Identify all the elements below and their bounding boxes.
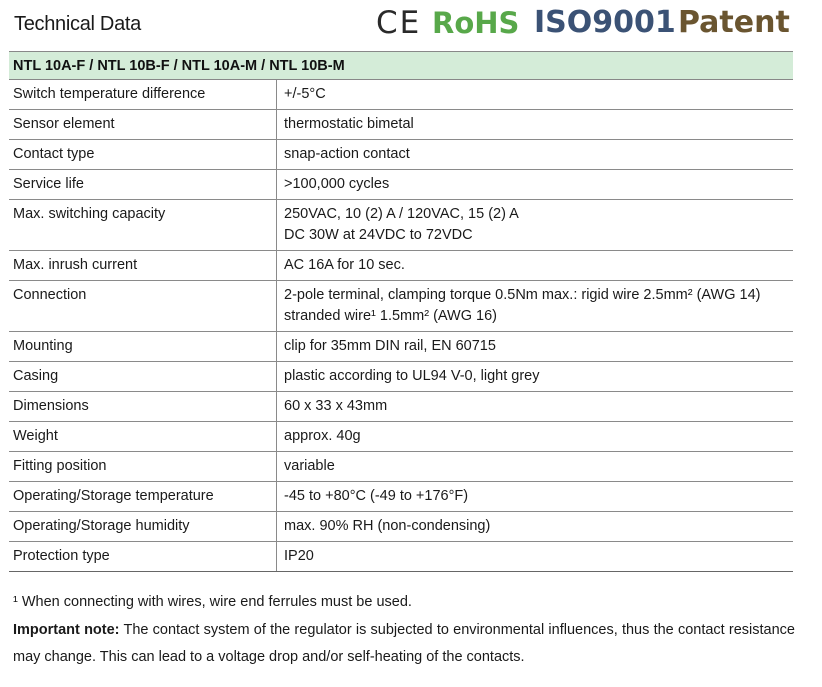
rohs-logo: RoHS — [432, 6, 520, 40]
row-label: Dimensions — [9, 392, 277, 422]
technical-data-table — [9, 51, 793, 572]
row-value: AC 16A for 10 sec. — [277, 251, 794, 281]
table-row — [9, 80, 793, 110]
table-row — [9, 140, 793, 170]
important-note-label: Important note: — [13, 622, 120, 638]
row-value: snap-action contact — [277, 140, 794, 170]
row-value: IP20 — [277, 542, 794, 572]
row-value: thermostatic bimetal — [277, 110, 794, 140]
row-value-line2: DC 30W at 24VDC to 72VDC — [284, 227, 473, 243]
row-value: approx. 40g — [277, 422, 794, 452]
table-row — [9, 170, 793, 200]
table-row — [9, 392, 793, 422]
row-value — [277, 200, 794, 251]
row-value-line1: 2-pole terminal, clamping torque 0.5Nm max.: rigid wire 2.5mm² (AWG 14) — [284, 287, 761, 303]
row-value-line2: stranded wire¹ 1.5mm² (AWG 16) — [284, 308, 497, 324]
row-label: Operating/Storage humidity — [9, 512, 277, 542]
table-row — [9, 362, 793, 392]
table-row — [9, 422, 793, 452]
table-row — [9, 251, 793, 281]
row-value-line1: 250VAC, 10 (2) A / 120VAC, 15 (2) A — [284, 206, 519, 222]
row-value: >100,000 cycles — [277, 170, 794, 200]
table-row — [9, 200, 793, 251]
row-value: clip for 35mm DIN rail, EN 60715 — [277, 332, 794, 362]
table-row — [9, 110, 793, 140]
row-label: Max. switching capacity — [9, 200, 277, 251]
row-label: Mounting — [9, 332, 277, 362]
table-row — [9, 482, 793, 512]
row-value — [277, 281, 794, 332]
patent-label: Patent — [678, 5, 790, 40]
row-label: Max. inrush current — [9, 251, 277, 281]
row-label: Operating/Storage temperature — [9, 482, 277, 512]
row-value: variable — [277, 452, 794, 482]
row-label: Protection type — [9, 542, 277, 572]
row-label: Casing — [9, 362, 277, 392]
iso9001-logo: ISO9001 — [534, 5, 676, 40]
row-value: plastic according to UL94 V-0, light grey — [277, 362, 794, 392]
row-label: Sensor element — [9, 110, 277, 140]
footnote: ¹ When connecting with wires, wire end ferrules must be used. — [13, 594, 412, 610]
ce-mark-logo: CE — [376, 5, 422, 41]
row-label: Switch temperature difference — [9, 80, 277, 110]
page-title: Technical Data — [14, 13, 141, 35]
important-note-text: The contact system of the regulator is subjected to environmental influences, thus the contact resistance may change. This can lead to a voltage drop and/or self-heating of the contacts. — [13, 622, 795, 665]
important-note — [13, 617, 795, 671]
model-header-row: NTL 10A-F / NTL 10B-F / NTL 10A-M / NTL 10B-M — [9, 51, 793, 80]
table-row — [9, 512, 793, 542]
table-row — [9, 542, 793, 572]
row-label: Service life — [9, 170, 277, 200]
row-value: 60 x 33 x 43mm — [277, 392, 794, 422]
table-row — [9, 332, 793, 362]
row-label: Connection — [9, 281, 277, 332]
table-row — [9, 281, 793, 332]
row-value: +/-5°C — [277, 80, 794, 110]
row-label: Weight — [9, 422, 277, 452]
row-label: Contact type — [9, 140, 277, 170]
row-label: Fitting position — [9, 452, 277, 482]
row-value: -45 to +80°C (-49 to +176°F) — [277, 482, 794, 512]
page-header — [0, 0, 822, 50]
table-row — [9, 452, 793, 482]
row-value: max. 90% RH (non-condensing) — [277, 512, 794, 542]
